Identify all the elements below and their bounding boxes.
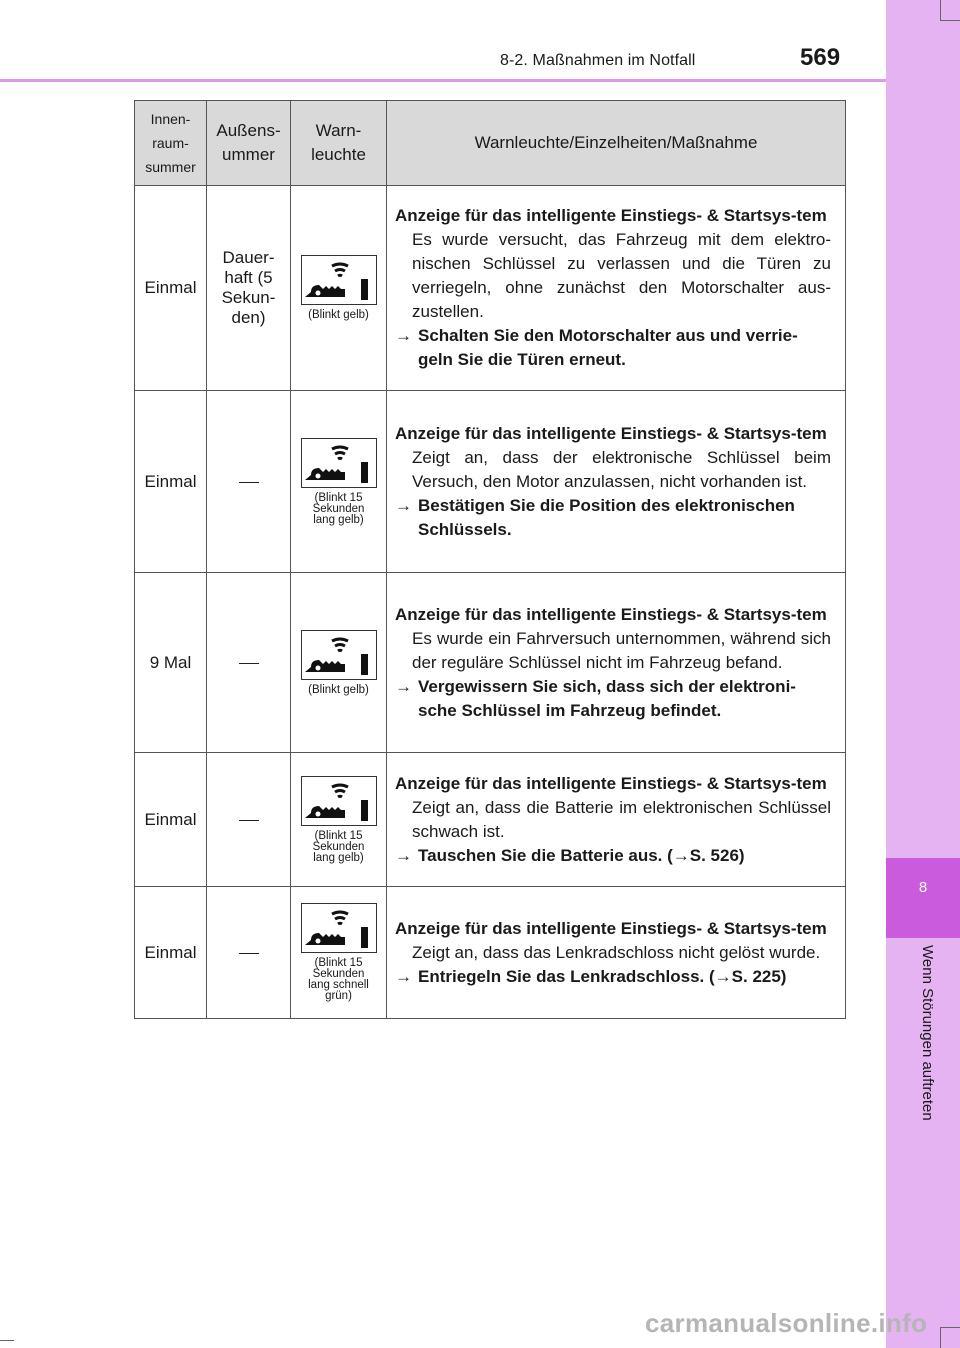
column-header-innen: Innen- raum- summer	[135, 101, 207, 186]
details-text: Zeigt an, dass die Batterie im elektronischen Schlüssel schwach ist.	[412, 797, 831, 841]
warn-light-cell	[291, 573, 387, 753]
details-cell	[387, 753, 846, 887]
details-action: → Tauschen Sie die Batterie aus. (→S. 526)	[395, 844, 831, 868]
details-text: Zeigt an, dass der elektronische Schlüssel beim Versuch, den Motor anzulassen, nicht vorhanden ist.	[412, 447, 831, 491]
warn-light-caption: (Blinkt gelb)	[308, 309, 369, 321]
crop-mark	[0, 1340, 14, 1341]
aussen-summer-cell: Dauer- haft (5 Sekun- den)	[207, 186, 291, 391]
details-action: → Schalten Sie den Motorschalter aus und verrie-geln Sie die Türen erneut.	[395, 326, 798, 369]
dash	[239, 953, 259, 954]
dash	[239, 663, 259, 664]
crop-mark	[940, 1327, 960, 1328]
section-title: 8-2. Maßnahmen im Notfall	[500, 52, 696, 69]
aussen-summer-cell	[207, 391, 291, 573]
smart-key-warning-icon	[301, 438, 377, 488]
warn-light-cell	[291, 391, 387, 573]
details-action: → Bestätigen Sie die Position des elektronischen Schlüssels.	[395, 495, 795, 539]
page-number: 569	[800, 44, 841, 71]
arrow-icon: →	[395, 326, 412, 345]
smart-key-warning-icon	[301, 776, 377, 826]
column-header-warn: Warn- leuchte	[291, 101, 387, 186]
crop-mark	[940, 0, 941, 20]
details-title: Anzeige für das intelligente Einstiegs- & Startsys-tem	[395, 423, 827, 443]
innen-summer-cell: 9 Mal	[135, 573, 207, 753]
table-row	[135, 391, 846, 573]
innen-summer-cell: Einmal	[135, 753, 207, 887]
innen-summer-cell: Einmal	[135, 887, 207, 1019]
warn-light-cell	[291, 887, 387, 1019]
details-title: Anzeige für das intelligente Einstiegs- & Startsys-tem	[395, 918, 827, 938]
crop-mark	[940, 20, 960, 21]
table-row	[135, 573, 846, 753]
table-header-row	[135, 101, 846, 186]
arrow-icon: →	[395, 495, 412, 515]
details-text: Zeigt an, dass das Lenkradschloss nicht gelöst wurde.	[412, 942, 821, 962]
details-title: Anzeige für das intelligente Einstiegs- & Startsys-tem	[395, 206, 827, 225]
column-header-aussen: Außens- ummer	[207, 101, 291, 186]
chapter-title: Wenn Störungen auftreten	[919, 945, 936, 1121]
warn-light-caption: (Blinkt 15 Sekunden lang schnell grün)	[308, 957, 369, 1002]
table-row	[135, 186, 846, 391]
warn-light-caption: (Blinkt 15 Sekunden lang gelb)	[312, 829, 365, 864]
chapter-number: 8	[918, 879, 928, 896]
dash	[239, 820, 259, 821]
smart-key-warning-icon	[301, 255, 377, 305]
innen-summer-cell: Einmal	[135, 186, 207, 391]
table-row	[135, 887, 846, 1019]
table-row	[135, 753, 846, 887]
details-text: Es wurde ein Fahrversuch unternommen, während sich der reguläre Schlüssel nicht im Fahrzeug befand.	[412, 628, 831, 672]
watermark: carmanualsonline.info	[645, 1308, 928, 1338]
aussen-summer-cell	[207, 573, 291, 753]
smart-key-warning-icon	[301, 630, 377, 680]
details-title: Anzeige für das intelligente Einstiegs- & Startsys-tem	[395, 773, 827, 793]
warn-light-caption: (Blinkt gelb)	[308, 683, 369, 696]
warn-light-cell	[291, 186, 387, 391]
smart-key-warning-icon	[301, 903, 377, 953]
warning-table	[134, 100, 846, 1019]
aussen-summer-cell	[207, 753, 291, 887]
header-rule	[0, 79, 886, 82]
arrow-icon: →	[395, 966, 412, 986]
column-header-details: Warnleuchte/Einzelheiten/Maßnahme	[387, 101, 846, 186]
aussen-summer-cell	[207, 887, 291, 1019]
chapter-tab[interactable]	[886, 858, 960, 938]
details-cell	[387, 186, 846, 391]
details-title: Anzeige für das intelligente Einstiegs- & Startsys-tem	[395, 604, 827, 624]
crop-mark	[940, 1327, 941, 1348]
details-action: → Entriegeln Sie das Lenkradschloss. (→S. 225)	[395, 965, 831, 989]
details-action: → Vergewissern Sie sich, dass sich der elektroni-sche Schlüssel im Fahrzeug befindet.	[395, 676, 796, 720]
details-cell	[387, 391, 846, 573]
details-cell	[387, 887, 846, 1019]
warn-light-cell	[291, 753, 387, 887]
details-text: Es wurde versucht, das Fahrzeug mit dem elektro-nischen Schlüssel zu verlassen und die Türen zu verriegeln, ohne zunächst den Motorschalter aus-zustellen.	[412, 230, 831, 321]
dash	[239, 482, 259, 483]
details-cell	[387, 573, 846, 753]
arrow-icon: →	[395, 676, 412, 696]
innen-summer-cell: Einmal	[135, 391, 207, 573]
warn-light-caption: (Blinkt 15 Sekunden lang gelb)	[312, 491, 365, 526]
arrow-icon: →	[395, 845, 412, 865]
